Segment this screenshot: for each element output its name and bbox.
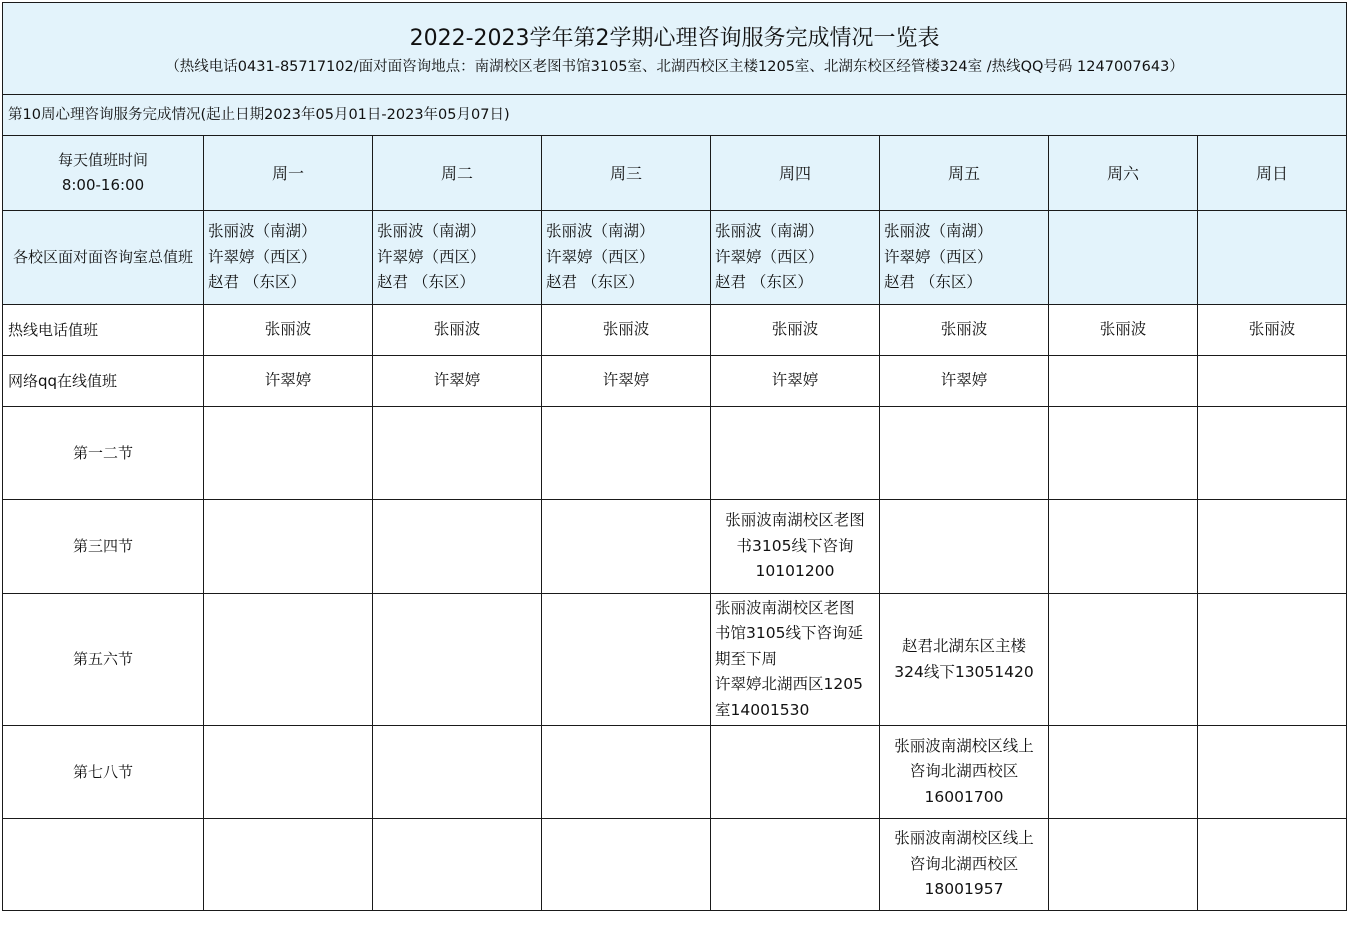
schedule-sheet <box>2 2 1346 911</box>
duty-cell-mon[interactable]: 张丽波（南湖） 许翠婷（西区） 赵君 （东区） <box>204 211 373 305</box>
day-header-thu[interactable]: 周四 <box>711 136 880 211</box>
duty-cell-fri[interactable]: 张丽波（南湖） 许翠婷（西区） 赵君 （东区） <box>880 211 1049 305</box>
hotline-row <box>3 305 1347 356</box>
session-34-cell-sun[interactable] <box>1198 500 1347 594</box>
session-78-cell-mon[interactable] <box>204 726 373 819</box>
week-info-row <box>3 95 1347 136</box>
session-12-cell-tue[interactable] <box>373 407 542 500</box>
day-header-mon[interactable]: 周一 <box>204 136 373 211</box>
day-header-wed[interactable]: 周三 <box>542 136 711 211</box>
session-extra-cell-tue[interactable] <box>373 819 542 911</box>
session-78-cell-sat[interactable] <box>1049 726 1198 819</box>
session-extra-cell-wed[interactable] <box>542 819 711 911</box>
session-extra-label-cell[interactable] <box>3 819 204 911</box>
session-34-cell-wed[interactable] <box>542 500 711 594</box>
session-34-cell-mon[interactable] <box>204 500 373 594</box>
online-cell-tue[interactable]: 许翠婷 <box>373 356 542 407</box>
session-extra-cell-mon[interactable] <box>204 819 373 911</box>
day-header-tue[interactable]: 周二 <box>373 136 542 211</box>
session-56-cell-thu[interactable]: 张丽波南湖校区老图书馆3105线下咨询延期至下周 许翠婷北湖西区1205室14001530 <box>711 594 880 726</box>
hotline-cell-sun[interactable]: 张丽波 <box>1198 305 1347 356</box>
session-12-cell-sun[interactable] <box>1198 407 1347 500</box>
session-78-cell-sun[interactable] <box>1198 726 1347 819</box>
hotline-cell-sat[interactable]: 张丽波 <box>1049 305 1198 356</box>
online-cell-thu[interactable]: 许翠婷 <box>711 356 880 407</box>
session-12-cell-wed[interactable] <box>542 407 711 500</box>
session-56-cell-sun[interactable] <box>1198 594 1347 726</box>
session-12-cell-thu[interactable] <box>711 407 880 500</box>
session-78-cell-wed[interactable] <box>542 726 711 819</box>
session-extra-cell-sun[interactable] <box>1198 819 1347 911</box>
day-header-fri[interactable]: 周五 <box>880 136 1049 211</box>
session-78-cell-tue[interactable] <box>373 726 542 819</box>
duty-cell-wed[interactable]: 张丽波（南湖） 许翠婷（西区） 赵君 （东区） <box>542 211 711 305</box>
session-12-cell-sat[interactable] <box>1049 407 1198 500</box>
session-extra-cell-thu[interactable] <box>711 819 880 911</box>
session-78-label-cell[interactable]: 第七八节 <box>3 726 204 819</box>
session-56-cell-mon[interactable] <box>204 594 373 726</box>
hotline-label-cell[interactable]: 热线电话值班 <box>3 305 204 356</box>
session-extra-cell-fri[interactable]: 张丽波南湖校区线上咨询北湖西校区18001957 <box>880 819 1049 911</box>
day-header-sun[interactable]: 周日 <box>1198 136 1347 211</box>
session-34-row <box>3 500 1347 594</box>
session-56-cell-sat[interactable] <box>1049 594 1198 726</box>
session-78-row <box>3 726 1347 819</box>
session-12-row <box>3 407 1347 500</box>
time-label-cell[interactable]: 每天值班时间 8:00-16:00 <box>3 136 204 211</box>
duty-cell-tue[interactable]: 张丽波（南湖） 许翠婷（西区） 赵君 （东区） <box>373 211 542 305</box>
session-56-cell-tue[interactable] <box>373 594 542 726</box>
session-78-cell-fri[interactable]: 张丽波南湖校区线上咨询北湖西校区16001700 <box>880 726 1049 819</box>
hotline-cell-wed[interactable]: 张丽波 <box>542 305 711 356</box>
online-cell-mon[interactable]: 许翠婷 <box>204 356 373 407</box>
session-56-cell-wed[interactable] <box>542 594 711 726</box>
session-34-cell-tue[interactable] <box>373 500 542 594</box>
duty-cell-thu[interactable]: 张丽波（南湖） 许翠婷（西区） 赵君 （东区） <box>711 211 880 305</box>
hotline-cell-fri[interactable]: 张丽波 <box>880 305 1049 356</box>
schedule-table <box>2 2 1347 911</box>
hotline-cell-thu[interactable]: 张丽波 <box>711 305 880 356</box>
session-56-label-cell[interactable]: 第五六节 <box>3 594 204 726</box>
online-cell-fri[interactable]: 许翠婷 <box>880 356 1049 407</box>
session-34-cell-fri[interactable] <box>880 500 1049 594</box>
session-12-cell-fri[interactable] <box>880 407 1049 500</box>
session-extra-cell-sat[interactable] <box>1049 819 1198 911</box>
session-34-cell-sat[interactable] <box>1049 500 1198 594</box>
week-info-cell[interactable]: 第10周心理咨询服务完成情况(起止日期2023年05月01日-2023年05月07日) <box>3 95 1347 136</box>
duty-label-cell[interactable]: 各校区面对面咨询室总值班 <box>3 211 204 305</box>
session-56-row <box>3 594 1347 726</box>
online-cell-sun[interactable] <box>1198 356 1347 407</box>
online-row <box>3 356 1347 407</box>
session-extra-row <box>3 819 1347 911</box>
hotline-cell-tue[interactable]: 张丽波 <box>373 305 542 356</box>
hotline-cell-mon[interactable]: 张丽波 <box>204 305 373 356</box>
title-row <box>3 3 1347 95</box>
session-34-cell-thu[interactable]: 张丽波南湖校区老图书3105线下咨询10101200 <box>711 500 880 594</box>
duty-cell-sun[interactable] <box>1198 211 1347 305</box>
day-header-sat[interactable]: 周六 <box>1049 136 1198 211</box>
online-label-cell[interactable]: 网络qq在线值班 <box>3 356 204 407</box>
session-34-label-cell[interactable]: 第三四节 <box>3 500 204 594</box>
session-12-cell-mon[interactable] <box>204 407 373 500</box>
sheet-title: 2022-2023学年第2学期心理咨询服务完成情况一览表 <box>409 25 940 51</box>
sheet-subtitle: （热线电话0431-85717102/面对面咨询地点：南湖校区老图书馆3105室、北湖西校区主楼1205室、北湖东校区经管楼324室 /热线QQ号码 1247007643） <box>165 58 1184 75</box>
duty-cell-sat[interactable] <box>1049 211 1198 305</box>
session-56-cell-fri[interactable]: 赵君北湖东区主楼324线下13051420 <box>880 594 1049 726</box>
online-cell-wed[interactable]: 许翠婷 <box>542 356 711 407</box>
title-cell[interactable] <box>3 3 1347 95</box>
duty-row <box>3 211 1347 305</box>
online-cell-sat[interactable] <box>1049 356 1198 407</box>
day-header-row <box>3 136 1347 211</box>
session-78-cell-thu[interactable] <box>711 726 880 819</box>
session-12-label-cell[interactable]: 第一二节 <box>3 407 204 500</box>
